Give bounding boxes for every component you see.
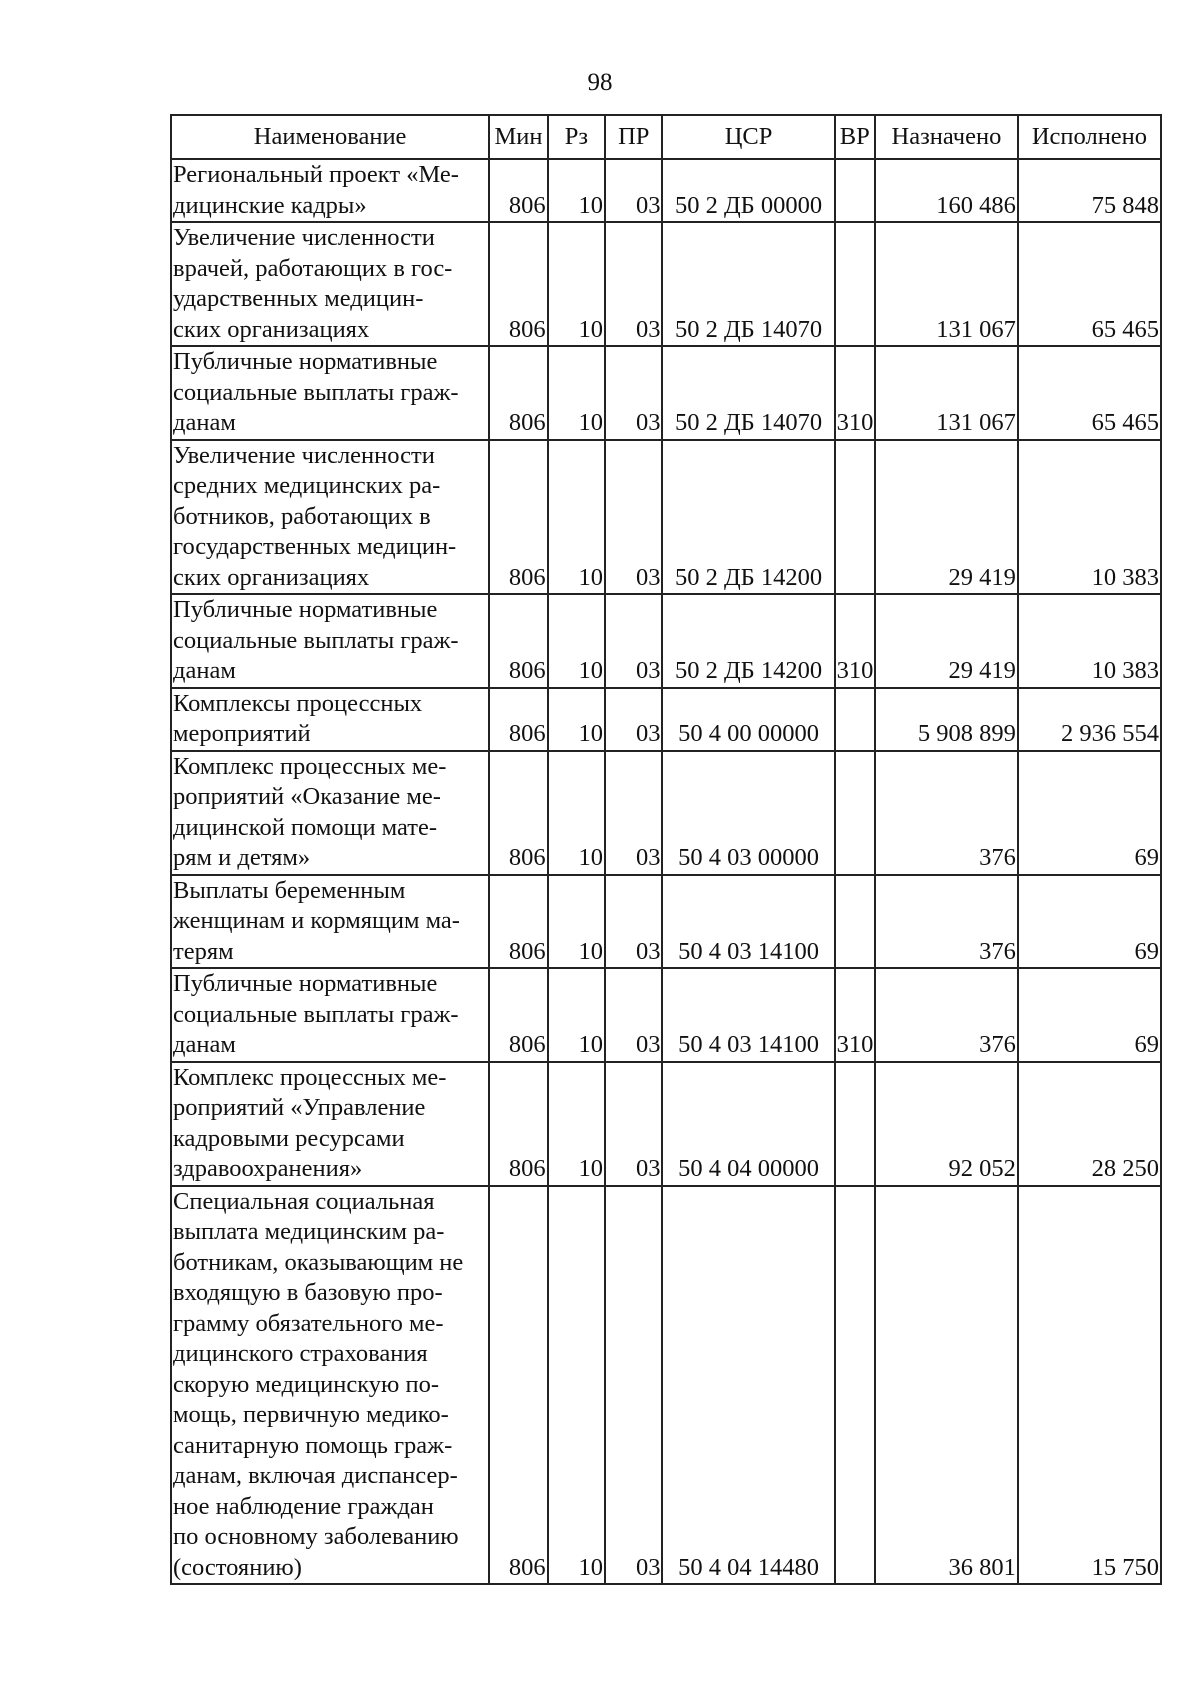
cell-min: 806 bbox=[489, 222, 547, 346]
cell-pr: 03 bbox=[605, 594, 662, 688]
cell-min: 806 bbox=[489, 688, 547, 751]
cell-rz: 10 bbox=[548, 1062, 605, 1186]
cell-pr: 03 bbox=[605, 1062, 662, 1186]
name-line: Публичные нормативные bbox=[173, 970, 438, 997]
header-pr: ПР bbox=[605, 115, 662, 159]
cell-csr: 50 2 ДБ 00000 bbox=[662, 159, 834, 222]
cell-pr: 03 bbox=[605, 1186, 662, 1585]
name-line: терям bbox=[173, 937, 234, 965]
header-vr: ВР bbox=[835, 115, 875, 159]
table-header-row bbox=[171, 115, 1161, 159]
name-line: социальные выплаты граж- bbox=[173, 378, 459, 406]
cell-vr bbox=[835, 159, 875, 222]
name-line: ских организациях bbox=[173, 563, 370, 591]
cell-nazn: 92 052 bbox=[875, 1062, 1018, 1186]
cell-csr: 50 2 ДБ 14070 bbox=[662, 346, 834, 440]
cell-name bbox=[171, 1062, 489, 1186]
cell-name bbox=[171, 751, 489, 875]
cell-isp: 10 383 bbox=[1018, 440, 1161, 595]
cell-min: 806 bbox=[489, 751, 547, 875]
cell-nazn: 376 bbox=[875, 968, 1018, 1062]
name-line: социальные выплаты граж- bbox=[173, 626, 459, 654]
cell-nazn: 131 067 bbox=[875, 346, 1018, 440]
name-line: Публичные нормативные bbox=[173, 348, 438, 375]
table-row bbox=[171, 688, 1161, 751]
cell-nazn: 29 419 bbox=[875, 440, 1018, 595]
cell-min: 806 bbox=[489, 1186, 547, 1585]
cell-vr bbox=[835, 222, 875, 346]
page-number: 98 bbox=[587, 69, 613, 96]
name-line: ударственных медицин- bbox=[173, 285, 424, 312]
name-line: по основному заболеванию bbox=[173, 1523, 459, 1550]
cell-isp: 10 383 bbox=[1018, 594, 1161, 688]
cell-name bbox=[171, 968, 489, 1062]
cell-pr: 03 bbox=[605, 875, 662, 969]
name-line: Выплаты беременным bbox=[173, 876, 406, 904]
cell-name bbox=[171, 594, 489, 688]
table-row bbox=[171, 159, 1161, 222]
name-line: санитарную помощь граж- bbox=[173, 1431, 453, 1459]
cell-nazn: 376 bbox=[875, 875, 1018, 969]
cell-pr: 03 bbox=[605, 222, 662, 346]
cell-rz: 10 bbox=[548, 222, 605, 346]
cell-rz: 10 bbox=[548, 688, 605, 751]
name-line: выплата медицинским ра- bbox=[173, 1218, 445, 1245]
cell-rz: 10 bbox=[548, 875, 605, 969]
cell-pr: 03 bbox=[605, 440, 662, 595]
name-line: Комплекс процессных ме- bbox=[173, 752, 447, 780]
name-line: грамму обязательного ме- bbox=[173, 1309, 444, 1337]
cell-csr: 50 4 03 00000 bbox=[662, 751, 834, 875]
cell-csr: 50 2 ДБ 14070 bbox=[662, 222, 834, 346]
name-line: скорую медицинскую по- bbox=[173, 1370, 439, 1398]
cell-csr: 50 4 03 14100 bbox=[662, 968, 834, 1062]
budget-table bbox=[170, 114, 1162, 1585]
cell-isp: 69 bbox=[1018, 751, 1161, 875]
cell-isp: 15 750 bbox=[1018, 1186, 1161, 1585]
name-line: социальные выплаты граж- bbox=[173, 1000, 459, 1028]
cell-pr: 03 bbox=[605, 688, 662, 751]
cell-vr: 310 bbox=[835, 968, 875, 1062]
cell-csr: 50 4 03 14100 bbox=[662, 875, 834, 969]
cell-nazn: 29 419 bbox=[875, 594, 1018, 688]
table-row bbox=[171, 346, 1161, 440]
name-line: роприятий «Управление bbox=[173, 1094, 426, 1121]
cell-isp: 69 bbox=[1018, 968, 1161, 1062]
cell-isp: 28 250 bbox=[1018, 1062, 1161, 1186]
header-min: Мин bbox=[489, 115, 547, 159]
cell-vr bbox=[835, 440, 875, 595]
name-line: Комплексы процессных bbox=[173, 689, 423, 717]
cell-min: 806 bbox=[489, 440, 547, 595]
cell-csr: 50 4 00 00000 bbox=[662, 688, 834, 751]
cell-isp: 69 bbox=[1018, 875, 1161, 969]
cell-nazn: 160 486 bbox=[875, 159, 1018, 222]
cell-nazn: 376 bbox=[875, 751, 1018, 875]
cell-vr: 310 bbox=[835, 346, 875, 440]
cell-isp: 65 465 bbox=[1018, 222, 1161, 346]
header-name: Наименование bbox=[171, 115, 489, 159]
cell-name bbox=[171, 346, 489, 440]
name-line: Публичные нормативные bbox=[173, 596, 438, 623]
name-line: Увеличение численности bbox=[173, 224, 435, 251]
cell-min: 806 bbox=[489, 968, 547, 1062]
cell-name bbox=[171, 222, 489, 346]
cell-csr: 50 2 ДБ 14200 bbox=[662, 440, 834, 595]
name-line: Региональный проект «Ме- bbox=[173, 161, 459, 188]
table-row bbox=[171, 968, 1161, 1062]
cell-name bbox=[171, 875, 489, 969]
name-line: данам bbox=[173, 409, 236, 436]
name-line: Увеличение численности bbox=[173, 441, 435, 469]
cell-nazn: 36 801 bbox=[875, 1186, 1018, 1585]
table-row bbox=[171, 222, 1161, 346]
table-body bbox=[171, 159, 1161, 1584]
table-row bbox=[171, 1062, 1161, 1186]
table-row bbox=[171, 1186, 1161, 1585]
table-row bbox=[171, 440, 1161, 595]
table-row bbox=[171, 594, 1161, 688]
header-nazn: Назначено bbox=[875, 115, 1018, 159]
name-line: входящую в базовую про- bbox=[173, 1279, 443, 1306]
cell-min: 806 bbox=[489, 159, 547, 222]
name-line: мероприятий bbox=[173, 720, 311, 747]
name-line: (состоянию) bbox=[173, 1553, 302, 1581]
cell-csr: 50 4 04 00000 bbox=[662, 1062, 834, 1186]
cell-pr: 03 bbox=[605, 968, 662, 1062]
name-line: женщинам и кормящим ма- bbox=[173, 907, 460, 934]
cell-vr bbox=[835, 1062, 875, 1186]
name-line: Специальная социальная bbox=[173, 1187, 435, 1215]
cell-name bbox=[171, 440, 489, 595]
cell-rz: 10 bbox=[548, 594, 605, 688]
cell-nazn: 131 067 bbox=[875, 222, 1018, 346]
cell-vr bbox=[835, 1186, 875, 1585]
name-line: здравоохранения» bbox=[173, 1155, 363, 1182]
cell-name bbox=[171, 159, 489, 222]
cell-isp: 2 936 554 bbox=[1018, 688, 1161, 751]
header-isp: Исполнено bbox=[1018, 115, 1161, 159]
cell-min: 806 bbox=[489, 875, 547, 969]
cell-pr: 03 bbox=[605, 346, 662, 440]
cell-isp: 65 465 bbox=[1018, 346, 1161, 440]
cell-rz: 10 bbox=[548, 440, 605, 595]
cell-rz: 10 bbox=[548, 1186, 605, 1585]
name-line: рям и детям» bbox=[173, 844, 311, 871]
cell-name bbox=[171, 1186, 489, 1585]
cell-isp: 75 848 bbox=[1018, 159, 1161, 222]
cell-vr: 310 bbox=[835, 594, 875, 688]
name-line: роприятий «Оказание ме- bbox=[173, 783, 441, 810]
name-line: Комплекс процессных ме- bbox=[173, 1063, 447, 1091]
name-line: ное наблюдение граждан bbox=[173, 1492, 434, 1520]
table-row bbox=[171, 875, 1161, 969]
cell-rz: 10 bbox=[548, 159, 605, 222]
name-line: дицинские кадры» bbox=[173, 191, 367, 219]
name-line: дицинского страхования bbox=[173, 1340, 428, 1367]
name-line: ских организациях bbox=[173, 315, 370, 343]
name-line: ботников, работающих в bbox=[173, 502, 431, 530]
cell-name bbox=[171, 688, 489, 751]
cell-csr: 50 4 04 14480 bbox=[662, 1186, 834, 1585]
name-line: средних медицинских ра- bbox=[173, 472, 441, 499]
cell-rz: 10 bbox=[548, 968, 605, 1062]
cell-vr bbox=[835, 875, 875, 969]
cell-vr bbox=[835, 751, 875, 875]
cell-vr bbox=[835, 688, 875, 751]
name-line: мощь, первичную медико- bbox=[173, 1401, 449, 1428]
name-line: ботникам, оказывающим не bbox=[173, 1248, 464, 1276]
cell-rz: 10 bbox=[548, 751, 605, 875]
name-line: кадровыми ресурсами bbox=[173, 1124, 405, 1152]
header-rz: Рз bbox=[548, 115, 605, 159]
name-line: данам, включая диспансер- bbox=[173, 1462, 458, 1489]
cell-min: 806 bbox=[489, 594, 547, 688]
cell-min: 806 bbox=[489, 346, 547, 440]
cell-nazn: 5 908 899 bbox=[875, 688, 1018, 751]
cell-pr: 03 bbox=[605, 159, 662, 222]
cell-min: 806 bbox=[489, 1062, 547, 1186]
name-line: врачей, работающих в гос- bbox=[173, 254, 453, 282]
cell-csr: 50 2 ДБ 14200 bbox=[662, 594, 834, 688]
name-line: государственных медицин- bbox=[173, 533, 457, 560]
cell-rz: 10 bbox=[548, 346, 605, 440]
cell-pr: 03 bbox=[605, 751, 662, 875]
table-row bbox=[171, 751, 1161, 875]
name-line: данам bbox=[173, 657, 236, 684]
name-line: дицинской помощи мате- bbox=[173, 813, 437, 841]
header-csr: ЦСР bbox=[662, 115, 834, 159]
name-line: данам bbox=[173, 1031, 236, 1058]
